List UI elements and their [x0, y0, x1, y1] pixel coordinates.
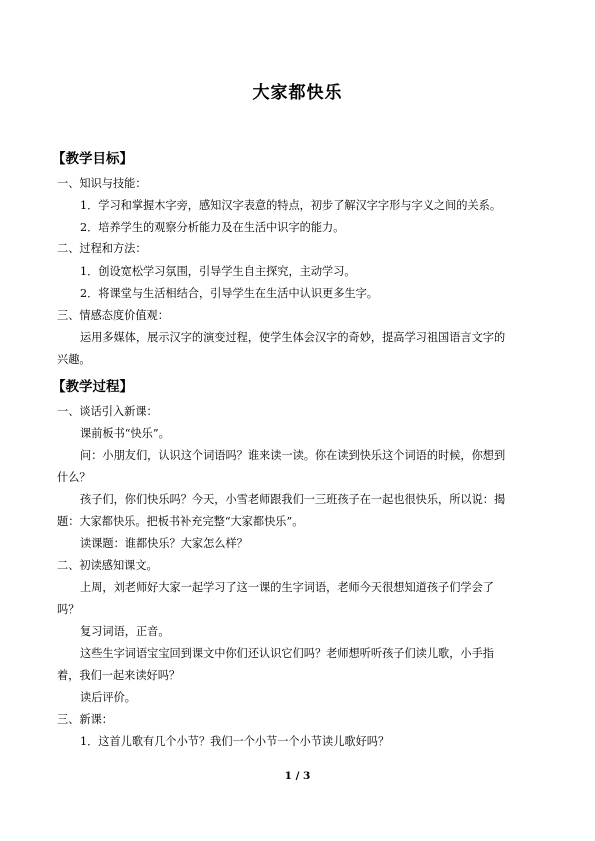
process-paragraph-1-2-line-1: 问：小朋友们，认识这个词语吗？谁来读一读。你在读到快乐这个词语的时候，你想到 [80, 449, 506, 462]
goals-heading-1: 一、知识与技能： [57, 177, 147, 190]
section-heading-process: 【教学过程】 [52, 379, 133, 395]
goals-item-1-2: 2．培养学生的观察分析能力及在生活中识字的能力。 [80, 221, 345, 234]
goals-heading-2: 二、过程和方法： [57, 242, 147, 255]
process-paragraph-2-4: 读后评价。 [80, 691, 136, 704]
process-paragraph-2-3-line-2: 着，我们一起来读好吗？ [57, 669, 181, 682]
goals-paragraph-3-line-2: 兴趣。 [57, 353, 91, 366]
process-paragraph-1-3-line-2: 题：大家都快乐。把板书补充完整“大家都快乐”。 [57, 515, 304, 528]
section-heading-goals: 【教学目标】 [52, 151, 133, 167]
process-heading-3: 三、新课： [57, 713, 113, 726]
process-paragraph-1-2-line-2: 什么？ [57, 471, 91, 484]
page-number: 1 / 3 [284, 770, 311, 782]
document-title: 大家都快乐 [252, 83, 343, 103]
goals-heading-3: 三、情感态度价值观： [57, 309, 169, 322]
process-paragraph-2-1-line-2: 吗？ [57, 603, 80, 616]
process-paragraph-2-3-line-1: 这些生字词语宝宝回到课文中你们还认识它们吗？老师想听听孩子们读儿歌，小手指 [80, 647, 494, 660]
process-paragraph-1-1: 课前板书“快乐”。 [80, 427, 170, 440]
process-paragraph-1-4: 读课题：谁都快乐？大家怎么样？ [80, 537, 248, 550]
process-heading-2: 二、初读感知课文。 [57, 559, 158, 572]
goals-item-2-1: 1．创设宽松学习氛围，引导学生自主探究，主动学习。 [80, 265, 356, 278]
process-paragraph-2-2: 复习词语，正音。 [80, 625, 170, 638]
process-heading-1: 一、谈话引入新课： [57, 405, 158, 418]
process-paragraph-1-3-line-1: 孩子们，你们快乐吗？今天，小雪老师跟我们一三班孩子在一起也很快乐，所以说：揭 [80, 493, 506, 506]
goals-item-1-1: 1．学习和掌握木字旁，感知汉字表意的特点，初步了解汉字字形与字义之间的关系。 [80, 199, 502, 212]
goals-paragraph-3-line-1: 运用多媒体，展示汉字的演变过程，使学生体会汉字的奇妙，提高学习祖国语言文字的 [80, 331, 506, 344]
goals-item-2-2: 2．将课堂与生活相结合，引导学生在生活中认识更多生字。 [80, 287, 378, 300]
process-item-3-1: 1．这首儿歌有几个小节？我们一个小节一个小节读儿歌好吗？ [80, 735, 390, 748]
process-paragraph-2-1-line-1: 上周，刘老师好大家一起学习了这一课的生字词语，老师今天很想知道孩子们学会了 [80, 581, 494, 594]
